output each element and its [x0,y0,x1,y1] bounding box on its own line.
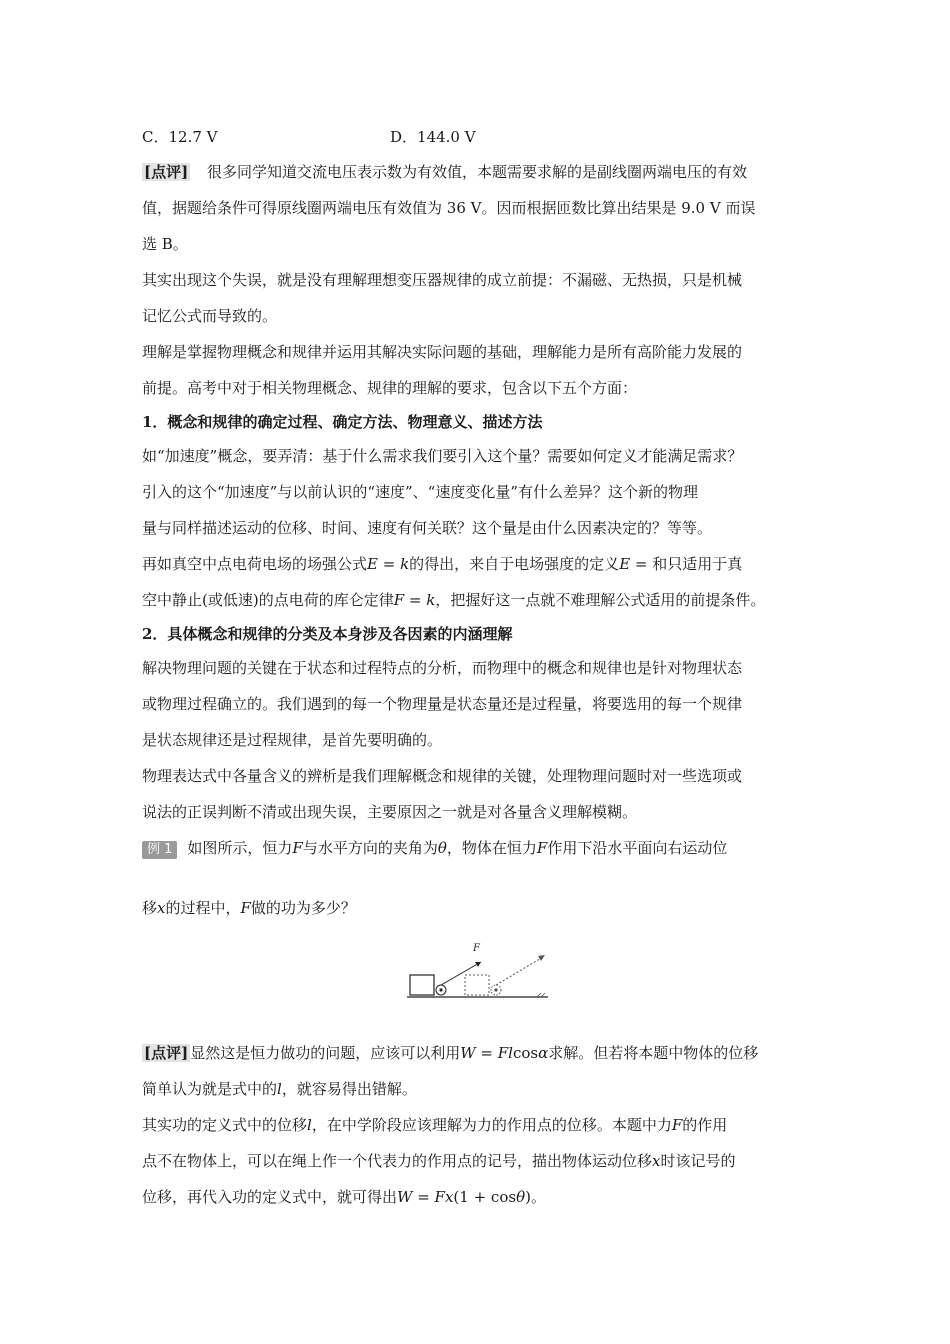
text-fragment: (1 + cos [453,1188,517,1206]
symbol-l: l [307,1116,312,1134]
force-diagram [405,935,550,1000]
text-fragment: 其实功的定义式中的位移 [142,1116,308,1134]
text-fragment: 作用下沿水平面向右运动位 [547,839,728,857]
text-fragment: ，在中学阶段应该理解为力的作用点的位移。本题中力 [311,1116,672,1134]
text-fragment: 求解。但若将本题中物体的位移 [548,1044,759,1062]
symbol-f: F [240,899,251,917]
text-fragment: 空中静止(或低速)的点电荷的库仑定律 [142,591,394,609]
example-line-2 [142,898,822,918]
symbol-f: F [393,591,405,609]
text-line: 说法的正误判断不清或出现失误，主要原因之一就是对各量含义理解模糊。 [142,803,638,821]
text-line [142,1187,822,1207]
text-fragment: 做的功为多少？ [250,899,356,917]
symbol-k: k [400,555,410,573]
symbol-w: W [397,1188,413,1206]
equals: = [412,1188,435,1206]
text-fragment: 简单认为就是式中的 [142,1080,278,1098]
text-fragment: 移 [142,899,158,917]
formula-line-1 [142,554,822,574]
text-fragment: 显然这是恒力做功的问题，应该可以利用 [190,1044,461,1062]
cos: cos [512,1044,539,1062]
symbol-fx: Fx [434,1188,454,1206]
pulley-moved-axle [494,988,497,991]
text-line [142,1079,822,1099]
text-fragment: ，物体在恒力 [446,839,537,857]
comment-text: 很多同学知道交流电压表示数为有效值，本题需要求解的是副线圈两端电压的有效 [206,163,747,181]
text-fragment: 时该记号的 [660,1152,736,1170]
example-badge: 例 1 [142,841,177,859]
text-line: 解决物理问题的关键在于状态和过程特点的分析，而物理中的概念和规律也是针对物理状态 [142,659,743,677]
text-line: 是状态规律还是过程规律，是首先要明确的。 [142,731,443,749]
text-fragment: 点不在物体上，可以在绳上作一个代表力的作用点的记号，描出物体运动位移 [142,1152,653,1170]
example-line-1 [142,838,822,859]
text-line: 其实出现这个失误，就是没有理解理想变压器规律的成立前提：不漏磁、无热损，只是机械 [142,271,743,289]
equals: = [377,555,401,573]
symbol-f: F [671,1116,683,1134]
choice-d: D．144.0 V [390,128,476,146]
section-heading-2: 2．具体概念和规律的分类及本身涉及各因素的内涵理解 [142,625,513,643]
text-fragment: 再如真空中点电荷电场的场强公式 [142,555,368,573]
text-fragment: 与水平方向的夹角为 [302,839,438,857]
block [410,975,434,995]
symbol-x: x [652,1152,661,1170]
symbol-l: l [277,1080,282,1098]
equals: = [630,555,653,573]
symbol-theta: θ [516,1188,526,1206]
text-line: 理解是掌握物理概念和规律并运用其解决实际问题的基础，理解能力是所有高阶能力发展的 [142,343,743,361]
text-fragment: 如图所示，恒力 [187,839,293,857]
text-line: 或物理过程确立的。我们遇到的每一个物理量是状态量还是过程量，将要选用的每一个规律 [142,695,743,713]
rope-dashed [496,957,543,985]
symbol-theta: θ [437,839,447,857]
text-line [142,1151,822,1171]
text-line: 物理表达式中各量含义的辨析是我们理解概念和规律的关键，处理物理问题时对一些选项或 [142,767,743,785]
comment-tag: [点评] [144,163,189,181]
text-line: 引入的这个“加速度”与以前认识的“速度”、“速度变化量”有什么差异？这个新的物理 [142,483,699,501]
force-arrow [441,962,481,985]
text-line: 记忆公式而导致的。 [142,307,278,325]
text-fragment: 和只适用于真 [652,555,743,573]
text-line: 值，据题给条件可得原线圈两端电压有效值为 36 V。因而根据匝数比算出结果是 9.0 V 而误 [142,199,756,217]
comment-line-2 [142,1043,822,1063]
equals: = [404,591,427,609]
text-fragment: 位移，再代入功的定义式中，就可得出 [142,1188,398,1206]
symbol-e: E [619,555,631,573]
force-label: F [473,943,480,954]
symbol-e: E [367,555,378,573]
text-line: 量与同样描述运动的位移、时间、速度有何关联？这个量是由什么因素决定的？等等。 [142,519,713,537]
symbol-alpha: α [538,1044,549,1062]
block-moved [465,975,489,995]
text-fragment: ，就容易得出错解。 [281,1080,417,1098]
text-line [142,1115,822,1135]
rope-arrowhead [538,955,545,961]
text-fragment: 的作用 [682,1116,728,1134]
comment-line-1 [142,162,822,182]
text-line: 选 B。 [142,235,188,253]
symbol-fl: = Fl [475,1044,513,1062]
symbol-w: W [460,1044,476,1062]
pulley-axle [439,988,442,991]
symbol-f: F [292,839,303,857]
symbol-k: k [426,591,436,609]
text-fragment: ，把握好这一点就不难理解公式适用的前提条件。 [435,591,766,609]
text-fragment: 的过程中， [165,899,241,917]
symbol-f: F [536,839,548,857]
formula-line-2 [142,590,822,610]
comment-tag: [点评] [144,1044,189,1062]
text-fragment: 的得出，来自于电场强度的定义 [409,555,620,573]
section-heading-1: 1．概念和规律的确定过程、确定方法、物理意义、描述方法 [142,413,543,431]
symbol-x: x [157,899,166,917]
text-fragment: )。 [525,1188,546,1206]
text-line: 前提。高考中对于相关物理概念、规律的理解的要求，包含以下五个方面： [142,379,638,397]
choice-c: C．12.7 V [142,128,218,146]
text-line: 如“加速度”概念，要弄清：基于什么需求我们要引入这个量？需要如何定义才能满足需求？ [142,447,743,465]
